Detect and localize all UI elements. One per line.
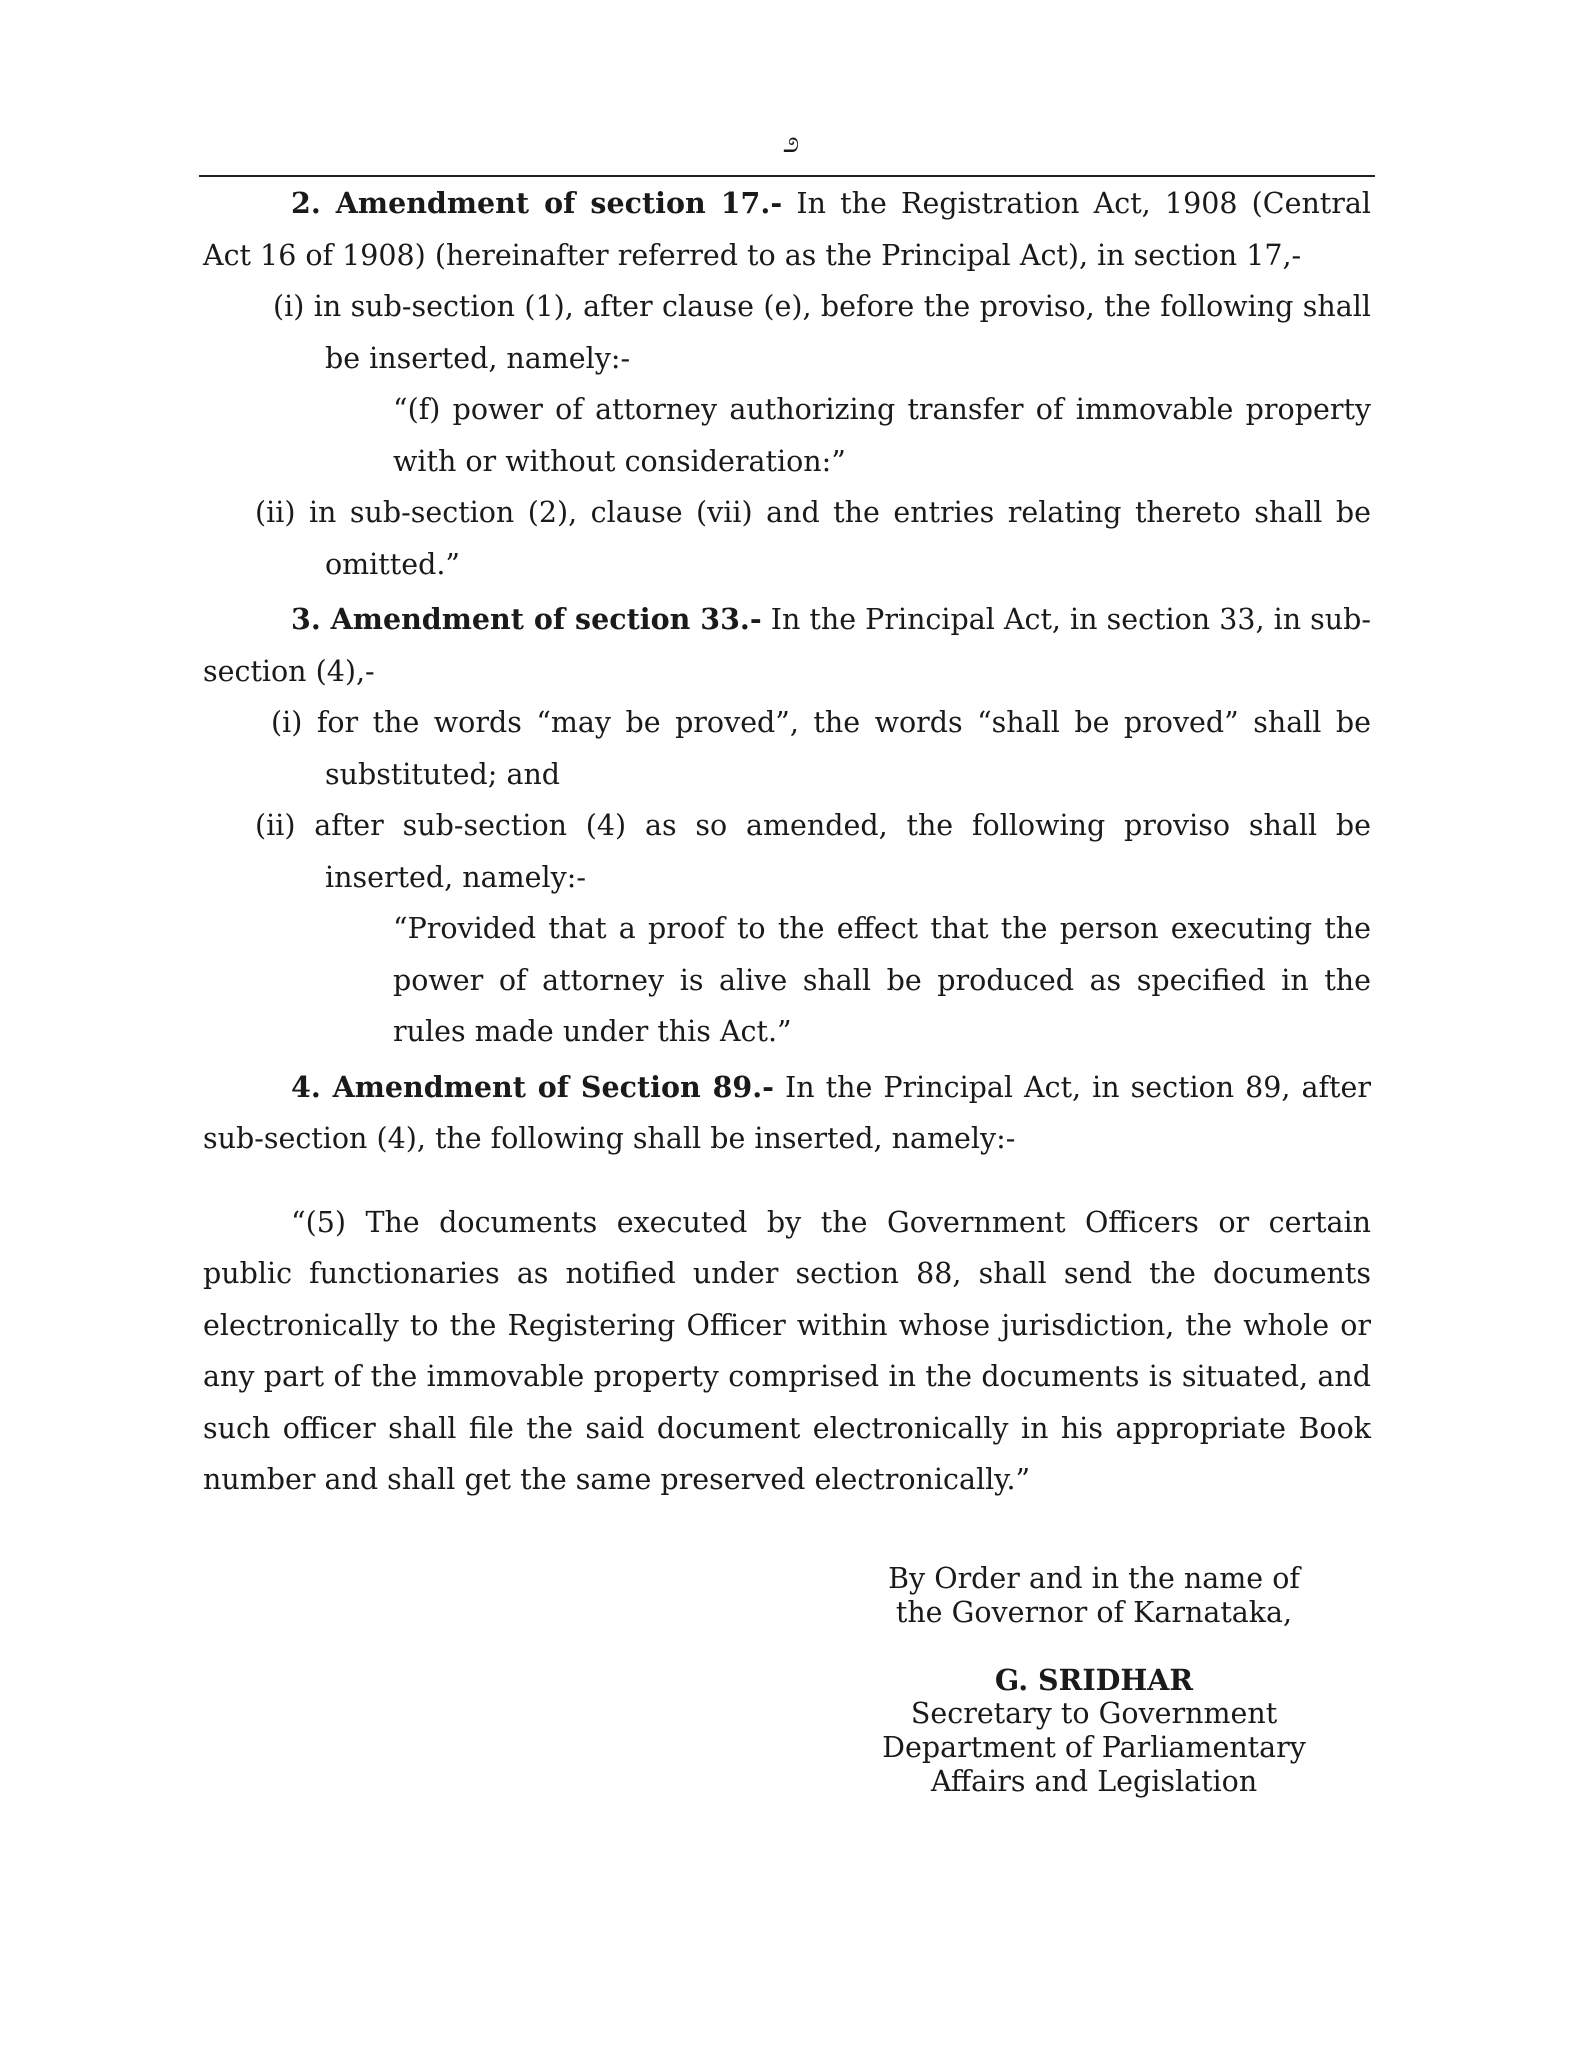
document-body <box>203 178 1371 1506</box>
signatory-department-1: Department of Parliamentary <box>882 1731 1306 1764</box>
section-4-paragraph <box>203 1062 1371 1165</box>
section-2-heading: 2. Amendment of section 17.- <box>291 186 783 220</box>
page-number: ೨ <box>782 125 800 160</box>
order-line-1: By Order and in the name of <box>888 1562 1300 1595</box>
order-line-2: the Governor of Karnataka, <box>895 1596 1293 1629</box>
section-4-intro: In the Principal Act, in section 89, after sub-section (4), the following shall be inserted, namely:- <box>203 1070 1371 1155</box>
section-4-quote: “(5) The documents executed by the Government Officers or certain public functionaries as notified under section 88, shall send the documents electronically to the Registering Officer within whose jurisdiction, the whole or any part of the immovable property comprised in the documents is situated, and such officer shall file the said document electronically in his appropriate Book number and shall get the same preserved electronically.” <box>203 1205 1371 1496</box>
section-2-item-i: (i) in sub-section (1), after clause (e), before the proviso, the following shall be inserted, namely:- <box>273 290 1371 375</box>
section-3-paragraph <box>203 594 1371 697</box>
section-2-item-ii: (ii) in sub-section (2), clause (vii) and the entries relating thereto shall be omitted.” <box>255 496 1371 581</box>
section-2-paragraph <box>203 178 1371 281</box>
header-rule <box>199 175 1375 177</box>
section-3-item-i: (i) for the words “may be proved”, the words “shall be proved” shall be substituted; and <box>271 706 1371 791</box>
section-3-intro: In the Principal Act, in section 33, in sub-section (4),- <box>203 603 1371 688</box>
order-block <box>844 1562 1344 1630</box>
section-4-heading: 4. Amendment of Section 89.- <box>291 1069 774 1104</box>
section-2-quote: “(f) power of attorney authorizing transfer of immovable property with or without consideration:” <box>393 393 1371 478</box>
section-3-item-ii: (ii) after sub-section (4) as so amended, the following proviso shall be inserted, namely:- <box>255 809 1371 894</box>
signatory-block <box>844 1663 1344 1799</box>
section-3-quote: “Provided that a proof to the effect that the person executing the power of attorney is alive shall be produced as specified in the rules made under this Act.” <box>393 912 1371 1048</box>
signatory-department-2: Affairs and Legislation <box>930 1765 1258 1798</box>
signatory-title: Secretary to Government <box>910 1697 1278 1730</box>
section-2-intro: In the Registration Act, 1908 (Central Act 16 of 1908) (hereinafter referred to as the Principal Act), in section 17,- <box>203 187 1371 272</box>
section-3-heading: 3. Amendment of section 33.- <box>291 602 762 636</box>
signatory-name: G. SRIDHAR <box>994 1663 1194 1697</box>
